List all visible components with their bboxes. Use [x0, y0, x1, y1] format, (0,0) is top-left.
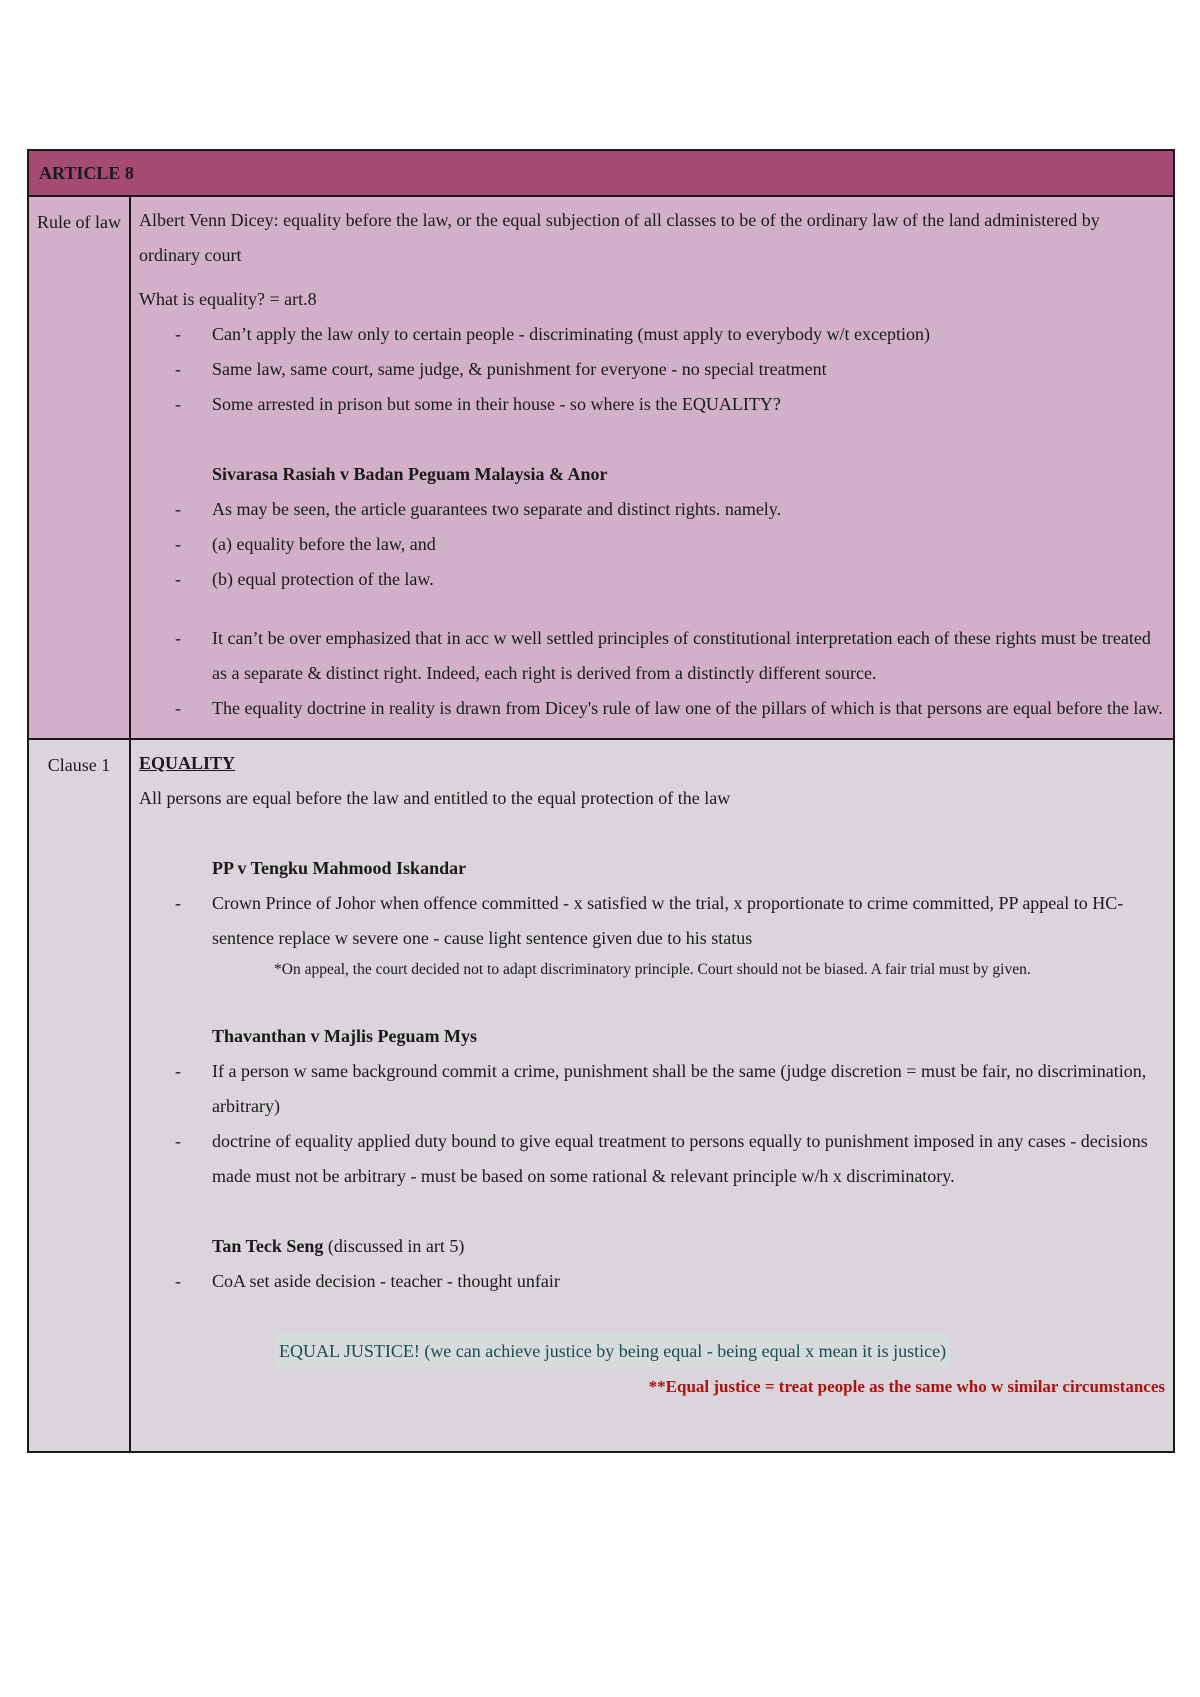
list-item: - (b) equal protection of the law.	[139, 562, 1165, 597]
clause-1-statement: All persons are equal before the law and entitled to the equal protection of the law	[139, 788, 731, 808]
bullet-text: It can’t be over emphasized that in acc w well settled principles of constitutional interpretation each of these rights must be treated as a separate & distinct right. Indeed, each right is derived from a distinctly different source.	[212, 628, 1151, 683]
list-item: - CoA set aside decision - teacher - thought unfair	[139, 1264, 1165, 1299]
clause-1-content	[130, 739, 1174, 1452]
list-item: - doctrine of equality applied duty bound to give equal treatment to persons equally to punishment imposed in any cases - decisions made must not be arbitrary - must be based on some rational & relevant principle w/h x discriminatory.	[139, 1124, 1165, 1194]
equal-justice-note: **Equal justice = treat people as the same who w similar circumstances	[648, 1377, 1166, 1396]
rule-of-law-row	[28, 196, 1174, 739]
bullet-text: doctrine of equality applied duty bound to give equal treatment to persons equally to punishment imposed in any cases - decisions made must not be arbitrary - must be based on some rational & relevant principle w/h x discriminatory.	[212, 1131, 1148, 1186]
list-item: - Can’t apply the law only to certain people - discriminating (must apply to everybody w/t exception)	[139, 317, 1165, 352]
rule-of-law-label: Rule of law	[28, 196, 130, 739]
rule-of-law-content	[130, 196, 1174, 739]
bullet-text: Can’t apply the law only to certain people - discriminating (must apply to everybody w/t exception)	[212, 324, 930, 344]
bullet-text: (b) equal protection of the law.	[212, 569, 434, 589]
bullet-text: Some arrested in prison but some in their house - so where is the EQUALITY?	[212, 394, 781, 414]
bullet-text: The equality doctrine in reality is drawn from Dicey's rule of law one of the pillars of which is that persons are equal before the law.	[212, 698, 1163, 718]
list-item: - It can’t be over emphasized that in acc w well settled principles of constitutional interpretation each of these rights must be treated as a separate & distinct right. Indeed, each right is derived from a distinctly different source.	[139, 621, 1165, 691]
list-item: - (a) equality before the law, and	[139, 527, 1165, 562]
bullet-text: As may be seen, the article guarantees two separate and distinct rights. namely.	[212, 499, 782, 519]
list-item: - If a person w same background commit a crime, punishment shall be the same (judge discretion = must be fair, no discrimination, arbitrary)	[139, 1054, 1165, 1124]
bullet-text: Same law, same court, same judge, & punishment for everyone - no special treatment	[212, 359, 827, 379]
bullet-text: (a) equality before the law, and	[212, 534, 436, 554]
equality-question: What is equality? = art.8	[139, 289, 317, 309]
clause-1-label: Clause 1	[28, 739, 130, 1452]
case-name-sivarasa: Sivarasa Rasiah v Badan Peguam Malaysia & Anor	[212, 464, 608, 484]
bullet-text: If a person w same background commit a crime, punishment shall be the same (judge discretion = must be fair, no discrimination, arbitrary)	[212, 1061, 1147, 1116]
list-item: - Same law, same court, same judge, & punishment for everyone - no special treatment	[139, 352, 1165, 387]
equality-heading: EQUALITY	[139, 753, 236, 773]
case-name-tengku: PP v Tengku Mahmood Iskandar	[212, 858, 467, 878]
dicey-definition: Albert Venn Dicey: equality before the law, or the equal subjection of all classes to be of the ordinary law of the land administered by ordinary court	[139, 210, 1100, 265]
list-item: - Crown Prince of Johor when offence committed - x satisfied w the trial, x proportionate to crime committed, PP appeal to HC- sentence replace w severe one - cause light sentence given due to his status	[139, 886, 1165, 956]
article-heading: ARTICLE 8	[28, 150, 1174, 196]
list-item: - Some arrested in prison but some in their house - so where is the EQUALITY?	[139, 387, 1165, 422]
case-suffix: (discussed in art 5)	[323, 1236, 465, 1256]
list-item: - As may be seen, the article guarantees two separate and distinct rights. namely.	[139, 492, 1165, 527]
equal-justice-line: EQUAL JUSTICE! (we can achieve justice by being equal - being equal x mean it is justice)	[275, 1334, 950, 1369]
bullet-text: CoA set aside decision - teacher - thought unfair	[212, 1271, 560, 1291]
appeal-note: *On appeal, the court decided not to adapt discriminatory principle. Court should not be biased. A fair trial must by given.	[274, 961, 1031, 978]
list-item: - The equality doctrine in reality is drawn from Dicey's rule of law one of the pillars of which is that persons are equal before the law.	[139, 691, 1165, 726]
case-name-thavanthan: Thavanthan v Majlis Peguam Mys	[212, 1026, 478, 1046]
table-header-row	[28, 150, 1174, 196]
case-name-tan-teck-seng: Tan Teck Seng (discussed in art 5)	[212, 1236, 465, 1256]
clause-1-row	[28, 739, 1174, 1452]
article-8-table	[27, 149, 1175, 1453]
bullet-text: Crown Prince of Johor when offence committed - x satisfied w the trial, x proportionate to crime committed, PP appeal to HC- sentence replace w severe one - cause light sentence given due to his status	[212, 893, 1124, 948]
